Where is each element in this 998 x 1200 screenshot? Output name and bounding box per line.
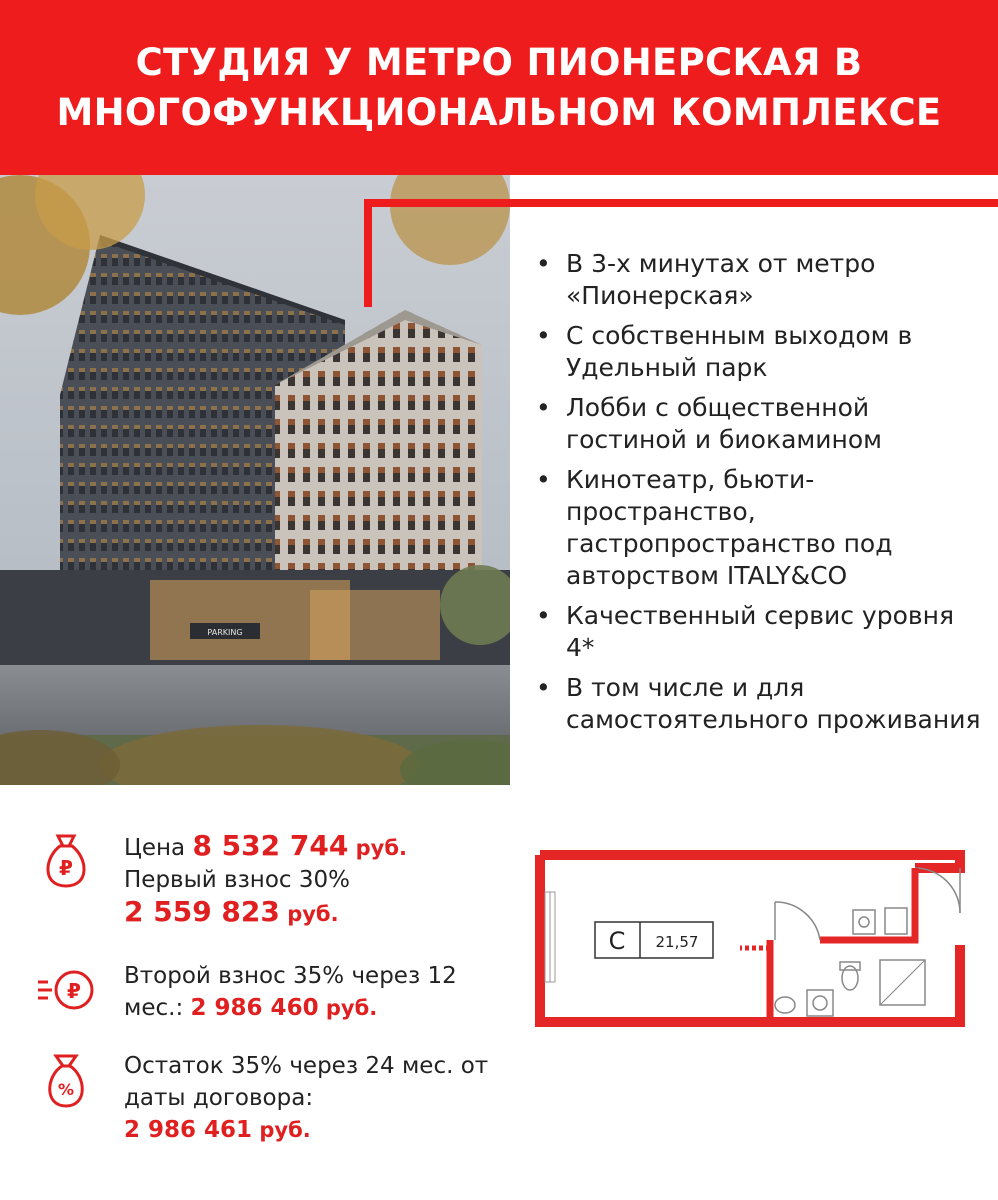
rest-payment-value: 2 986 461 [124, 1117, 253, 1143]
price-label: Цена [124, 835, 186, 861]
second-payment-currency: руб. [325, 996, 378, 1020]
feature-list [532, 248, 982, 744]
first-payment-label: Первый взнос 30% [124, 867, 350, 893]
feature-item: • В 3-х минутах от метро «Пионерская» [532, 248, 982, 312]
feature-item: • Лобби с общественной гостиной и биокамином [532, 392, 982, 456]
accent-line-horizontal [364, 199, 998, 207]
money-bag-icon [38, 830, 94, 892]
feature-item: • В том числе и для самостоятельного проживания [532, 672, 982, 736]
first-payment-currency: руб. [287, 902, 339, 926]
percent-symbol: % [57, 1080, 75, 1099]
building-photo [0, 175, 510, 785]
fast-ruble-icon [38, 960, 94, 1022]
first-payment-value: 2 559 823 [124, 895, 280, 928]
second-payment-value: 2 986 460 [190, 995, 319, 1021]
price-value: 8 532 744 [192, 829, 349, 862]
feature-item: • С собственным выходом в Удельный парк [532, 320, 982, 384]
page-title-line-1: СТУДИЯ У МЕТРО ПИОНЕРСКАЯ В [135, 40, 863, 84]
parking-sign: PARKING [207, 628, 243, 637]
percent-bag-icon [38, 1050, 94, 1112]
accent-line-vertical [364, 199, 372, 307]
plan-type: С [608, 927, 626, 955]
ruble-symbol: ₽ [67, 979, 81, 1003]
price-text [124, 830, 514, 930]
feature-item: • Качественный сервис уровня 4* [532, 600, 982, 664]
second-payment-label-2: мес.: [124, 995, 184, 1021]
rest-payment-text [124, 1050, 514, 1146]
rest-payment-currency: руб. [259, 1118, 311, 1142]
plan-area: 21,57 [655, 933, 699, 951]
ruble-symbol: ₽ [59, 856, 73, 880]
second-payment-label: Второй взнос 35% через 12 [124, 963, 457, 989]
page-title-line-2: МНОГОФУНКЦИОНАЛЬНОМ КОМПЛЕКСЕ [56, 90, 942, 134]
feature-item: • Кинотеатр, бьюти-пространство, гастропространство под авторством ITALY&CO [532, 464, 982, 592]
second-payment-text [124, 960, 514, 1024]
rest-payment-label: Остаток 35% через 24 мес. от [124, 1053, 489, 1079]
header-banner [0, 0, 998, 175]
floor-plan [535, 850, 970, 1030]
rest-payment-label-2: даты договора: [124, 1085, 314, 1111]
price-currency: руб. [355, 836, 408, 860]
